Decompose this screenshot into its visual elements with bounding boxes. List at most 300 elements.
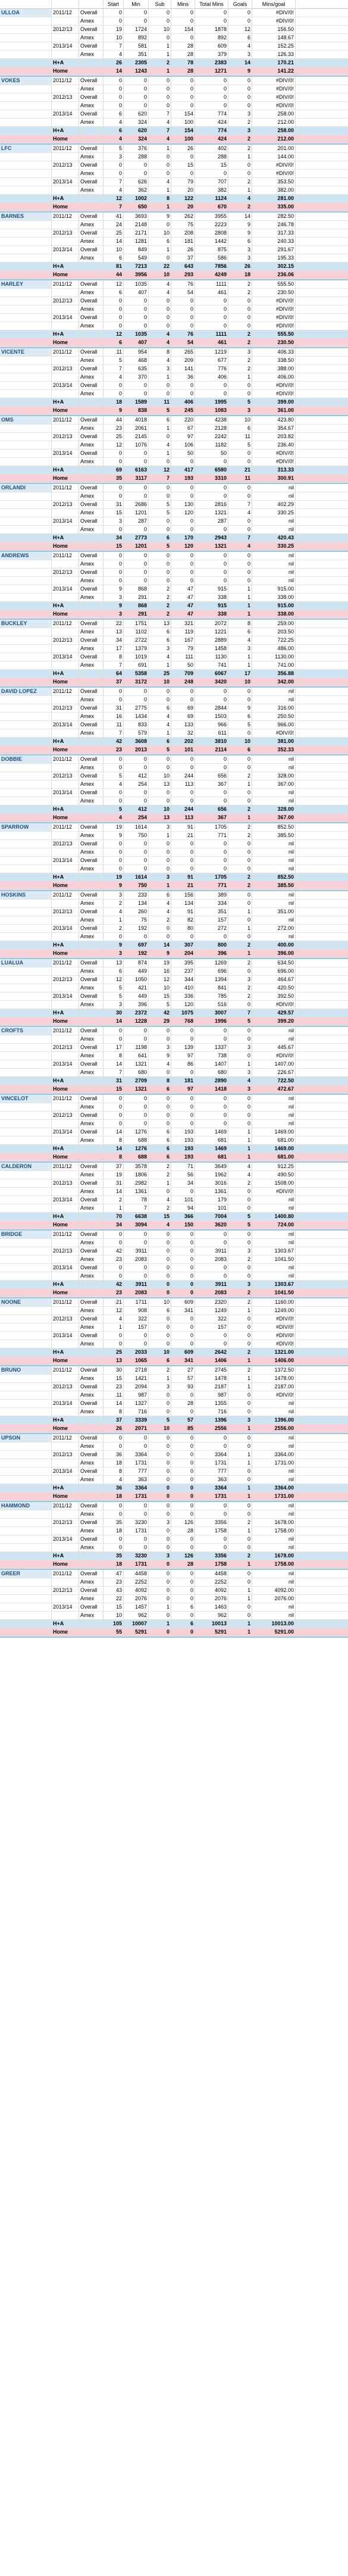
blank-cell [0, 1128, 52, 1136]
start-cell: 44 [104, 416, 124, 424]
sub-cell: 0 [149, 1332, 171, 1339]
table-row [0, 645, 348, 653]
mins-cell: 0 [171, 1578, 195, 1586]
blank-cell [0, 517, 52, 525]
header-mins-per-goal: Mins/goal [252, 0, 296, 8]
sub-cell: 12 [149, 976, 171, 983]
player-block [0, 416, 348, 484]
mins-cell: 78 [171, 59, 195, 67]
sub-cell: 3 [149, 1552, 171, 1560]
min-cell: 581 [124, 42, 149, 50]
table-row [0, 805, 348, 814]
sub-cell: 2 [149, 1171, 171, 1179]
mins-cell: 76 [171, 330, 195, 338]
season-cell [52, 696, 79, 704]
venue-cell [79, 1492, 104, 1500]
mins-cell: 28 [171, 1400, 195, 1407]
start-cell: 64 [104, 670, 124, 677]
venue-cell: Overall [79, 1570, 104, 1578]
blank-cell [0, 1459, 52, 1467]
blank-cell [0, 967, 52, 975]
goals-cell: 0 [228, 967, 252, 975]
total-mins-cell: 774 [195, 110, 228, 118]
total-mins-cell: 0 [195, 1035, 228, 1043]
season-cell: 2013/14 [52, 925, 79, 932]
table-row [0, 289, 348, 297]
mins-cell: 71 [171, 1163, 195, 1170]
goals-cell: 0 [228, 1095, 252, 1103]
goals-cell: 2 [228, 873, 252, 881]
table-row [0, 407, 348, 415]
blank-cell [0, 26, 52, 33]
mins-cell: 0 [171, 1315, 195, 1323]
table-row [0, 857, 348, 865]
mins-cell: 244 [171, 805, 195, 813]
header-goals: Goals [228, 0, 252, 8]
sub-cell: 4 [149, 280, 171, 288]
mins-per-goal-cell: #DIV/0! [252, 1340, 296, 1348]
mins-cell: 154 [171, 110, 195, 118]
blank-cell [0, 670, 52, 677]
start-cell: 5 [104, 772, 124, 780]
total-mins-cell: 0 [195, 526, 228, 533]
venue-cell: Overall [79, 1111, 104, 1119]
start-cell: 0 [104, 755, 124, 763]
season-cell [52, 51, 79, 58]
goals-cell: 0 [228, 764, 252, 772]
table-row [0, 1375, 348, 1383]
min-cell: 0 [124, 102, 149, 110]
mins-per-goal-cell: 399.20 [252, 1017, 296, 1025]
start-cell: 9 [104, 832, 124, 839]
table-row [0, 1136, 348, 1145]
venue-cell: Amex [79, 509, 104, 517]
mins-per-goal-cell: 152.25 [252, 42, 296, 50]
goals-cell: 1 [228, 908, 252, 916]
min-cell: 2148 [124, 221, 149, 229]
total-mins-cell: 800 [195, 941, 228, 949]
sub-cell: 0 [149, 1391, 171, 1399]
blank-cell [0, 110, 52, 118]
season-cell: 2013/14 [52, 449, 79, 457]
blank-cell [0, 501, 52, 508]
goals-cell: 4 [228, 42, 252, 50]
min-cell: 407 [124, 289, 149, 296]
total-mins-cell: 7856 [195, 263, 228, 270]
min-cell: 2145 [124, 433, 149, 441]
start-cell: 37 [104, 1416, 124, 1424]
table-row [0, 449, 348, 458]
total-mins-cell: 3911 [195, 1247, 228, 1255]
blank-cell [0, 1510, 52, 1518]
table-row [0, 1570, 348, 1578]
start-cell: 4 [104, 1315, 124, 1323]
start-cell: 4 [104, 135, 124, 143]
mins-per-goal-cell: 2556.00 [252, 1425, 296, 1432]
mins-cell: 209 [171, 357, 195, 364]
sub-cell: 1 [149, 246, 171, 254]
season-cell: 2011/12 [52, 348, 79, 356]
player-block [0, 348, 348, 416]
blank-cell [0, 305, 52, 313]
season-cell [52, 1035, 79, 1043]
venue-cell: Amex [79, 1510, 104, 1518]
start-cell: 0 [104, 1332, 124, 1339]
total-mins-cell: 741 [195, 661, 228, 669]
mins-per-goal-cell: 1041.50 [252, 1256, 296, 1263]
sub-cell: 0 [149, 840, 171, 848]
season-cell [52, 1612, 79, 1619]
table-row [0, 1476, 348, 1484]
mins-per-goal-cell: 1303.67 [252, 1281, 296, 1288]
sub-cell: 1 [149, 67, 171, 75]
mins-per-goal-cell: 388.00 [252, 365, 296, 373]
venue-cell: Amex [79, 1307, 104, 1314]
table-row [0, 1231, 348, 1239]
season-cell [52, 238, 79, 245]
total-mins-cell: 0 [195, 77, 228, 85]
mins-per-goal-cell: 258.00 [252, 110, 296, 118]
venue-cell [79, 542, 104, 550]
start-cell: 6 [104, 254, 124, 262]
venue-cell [79, 271, 104, 279]
goals-cell: 1 [228, 661, 252, 669]
blank-cell [0, 238, 52, 245]
mins-per-goal-cell: nil [252, 1103, 296, 1111]
start-cell: 6 [104, 967, 124, 975]
venue-cell: Overall [79, 1502, 104, 1510]
start-cell: 1 [104, 1323, 124, 1331]
goals-cell: 1 [228, 585, 252, 593]
min-cell: 449 [124, 967, 149, 975]
start-cell: 23 [104, 1256, 124, 1263]
total-mins-cell: 609 [195, 42, 228, 50]
sub-cell: 0 [149, 1535, 171, 1543]
sub-cell: 6 [149, 1128, 171, 1136]
sub-cell: 0 [149, 1484, 171, 1492]
mins-per-goal-cell: 634.50 [252, 959, 296, 967]
mins-cell: 0 [171, 93, 195, 101]
blank-cell [0, 1416, 52, 1424]
player-name: NOONE [0, 1298, 52, 1306]
min-cell: 0 [124, 1510, 149, 1518]
player-name: BRIDGE [0, 1231, 52, 1238]
start-cell: 0 [104, 297, 124, 305]
venue-cell: Overall [79, 365, 104, 373]
total-mins-cell: 0 [195, 789, 228, 797]
season-cell: H+A [52, 195, 79, 202]
total-mins-cell: 1469 [195, 1145, 228, 1153]
start-cell: 42 [104, 1247, 124, 1255]
goals-cell: 0 [228, 1231, 252, 1238]
total-mins-cell: 1442 [195, 238, 228, 245]
venue-cell [79, 407, 104, 414]
total-mins-cell: 1083 [195, 407, 228, 414]
goals-cell: 1 [228, 1628, 252, 1636]
goals-cell: 3 [228, 1416, 252, 1424]
sub-cell: 3 [149, 823, 171, 831]
mins-per-goal-cell: 302.15 [252, 263, 296, 270]
mins-per-goal-cell: nil [252, 1434, 296, 1442]
blank-cell [0, 1196, 52, 1204]
blank-cell [0, 713, 52, 720]
season-cell: Home [52, 1628, 79, 1636]
venue-cell: Amex [79, 51, 104, 58]
mins-per-goal-cell: nil [252, 1603, 296, 1611]
total-mins-cell: 681 [195, 1136, 228, 1144]
blank-cell [0, 161, 52, 169]
total-mins-cell: 892 [195, 34, 228, 42]
goals-cell: 0 [228, 560, 252, 568]
mins-cell: 154 [171, 127, 195, 135]
season-cell: Home [52, 271, 79, 279]
season-cell [52, 1052, 79, 1060]
start-cell: 47 [104, 1570, 124, 1578]
mins-cell: 76 [171, 280, 195, 288]
goals-cell: 0 [228, 729, 252, 737]
venue-cell: Amex [79, 1136, 104, 1144]
start-cell: 11 [104, 721, 124, 729]
sub-cell: 0 [149, 1408, 171, 1416]
season-cell [52, 526, 79, 533]
mins-per-goal-cell: 1396.00 [252, 1416, 296, 1424]
sub-cell: 0 [149, 382, 171, 389]
season-cell [52, 780, 79, 788]
mins-cell: 0 [171, 170, 195, 177]
mins-cell: 133 [171, 721, 195, 729]
start-cell: 9 [104, 941, 124, 949]
mins-cell: 0 [171, 1120, 195, 1128]
min-cell: 324 [124, 135, 149, 143]
mins-per-goal-cell: 1041.50 [252, 1289, 296, 1297]
mins-cell: 0 [171, 1570, 195, 1578]
total-mins-cell: 1996 [195, 1017, 228, 1025]
total-mins-cell: 1503 [195, 713, 228, 720]
blank-cell [0, 203, 52, 211]
goals-cell: 6 [228, 746, 252, 754]
mins-per-goal-cell: nil [252, 1204, 296, 1212]
blank-cell [0, 1044, 52, 1051]
blank-cell [0, 254, 52, 262]
goals-cell: 1 [228, 1357, 252, 1365]
start-cell: 0 [104, 102, 124, 110]
venue-cell: Overall [79, 552, 104, 560]
mins-cell: 28 [171, 1527, 195, 1535]
start-cell: 0 [104, 857, 124, 864]
venue-cell: Amex [79, 1476, 104, 1484]
start-cell: 18 [104, 1527, 124, 1535]
min-cell: 908 [124, 1307, 149, 1314]
mins-per-goal-cell: 2076.00 [252, 1595, 296, 1603]
mins-cell: 0 [171, 390, 195, 398]
min-cell: 579 [124, 729, 149, 737]
table-row [0, 517, 348, 526]
sub-cell: 0 [149, 577, 171, 585]
season-cell: 2011/12 [52, 1231, 79, 1238]
table-row [0, 1035, 348, 1044]
min-cell: 1327 [124, 1400, 149, 1407]
table-row [0, 246, 348, 254]
table-row [0, 1459, 348, 1467]
table-row [0, 1451, 348, 1459]
blank-cell [0, 925, 52, 932]
venue-cell: Amex [79, 153, 104, 161]
start-cell: 3 [104, 891, 124, 899]
mins-cell: 181 [171, 238, 195, 245]
season-cell [52, 153, 79, 161]
total-mins-cell: 2943 [195, 534, 228, 542]
goals-cell: 9 [228, 67, 252, 75]
venue-cell: Amex [79, 764, 104, 772]
mins-per-goal-cell: 367.00 [252, 814, 296, 822]
sub-cell: 1 [149, 1620, 171, 1628]
start-cell: 0 [104, 161, 124, 169]
goals-cell: 9 [228, 221, 252, 229]
season-cell [52, 1510, 79, 1518]
table-row [0, 1340, 348, 1348]
mins-per-goal-cell: 1731.00 [252, 1492, 296, 1500]
venue-cell [79, 1348, 104, 1356]
goals-cell: 1 [228, 1128, 252, 1136]
blank-cell [0, 373, 52, 381]
goals-cell: 4 [228, 509, 252, 517]
total-mins-cell: 0 [195, 1434, 228, 1442]
venue-cell: Amex [79, 1171, 104, 1179]
venue-cell: Amex [79, 832, 104, 839]
table-row [0, 678, 348, 686]
min-cell: 0 [124, 492, 149, 500]
player-block [0, 213, 348, 280]
goals-cell: 3 [228, 110, 252, 118]
min-cell: 0 [124, 314, 149, 321]
venue-cell [79, 59, 104, 67]
sub-cell: 2 [149, 585, 171, 593]
start-cell: 35 [104, 1519, 124, 1526]
season-cell: 2013/14 [52, 1535, 79, 1543]
venue-cell: Overall [79, 77, 104, 85]
sub-cell: 2 [149, 1163, 171, 1170]
sub-cell: 4 [149, 908, 171, 916]
sub-cell: 0 [149, 1281, 171, 1288]
mins-per-goal-cell: nil [252, 1570, 296, 1578]
mins-per-goal-cell: 367.00 [252, 780, 296, 788]
min-cell: 1379 [124, 645, 149, 652]
min-cell: 2305 [124, 59, 149, 67]
mins-per-goal-cell: nil [252, 1408, 296, 1416]
table-row [0, 1492, 348, 1501]
venue-cell: Amex [79, 1103, 104, 1111]
min-cell: 0 [124, 9, 149, 17]
mins-per-goal-cell: #DIV/0! [252, 297, 296, 305]
goals-cell: 12 [228, 26, 252, 33]
season-cell: 2012/13 [52, 26, 79, 33]
table-row [0, 959, 348, 967]
season-cell: 2011/12 [52, 1502, 79, 1510]
season-cell [52, 1340, 79, 1348]
min-cell: 1614 [124, 823, 149, 831]
mins-cell: 366 [171, 1213, 195, 1220]
min-cell: 0 [124, 170, 149, 177]
total-mins-cell: 0 [195, 1239, 228, 1247]
mins-per-goal-cell: nil [252, 1095, 296, 1103]
sub-cell: 0 [149, 1628, 171, 1636]
sub-cell: 11 [149, 398, 171, 406]
min-cell: 1243 [124, 67, 149, 75]
start-cell: 11 [104, 1391, 124, 1399]
sub-cell: 10 [149, 26, 171, 33]
min-cell: 1102 [124, 628, 149, 636]
min-cell: 0 [124, 857, 149, 864]
sub-cell: 1 [149, 186, 171, 194]
venue-cell [79, 602, 104, 610]
min-cell: 7213 [124, 263, 149, 270]
blank-cell [0, 59, 52, 67]
venue-cell: Amex [79, 1188, 104, 1195]
season-cell: Home [52, 67, 79, 75]
mins-cell: 100 [171, 118, 195, 126]
total-mins-cell: 656 [195, 805, 228, 813]
table-row [0, 1069, 348, 1077]
sub-cell: 4 [149, 1196, 171, 1204]
table-row [0, 161, 348, 170]
blank-cell [0, 1307, 52, 1314]
goals-cell: 3 [228, 1281, 252, 1288]
min-cell: 0 [124, 322, 149, 330]
min-cell: 0 [124, 1095, 149, 1103]
season-cell: 2011/12 [52, 959, 79, 967]
goals-cell: 3 [228, 645, 252, 652]
venue-cell: Amex [79, 780, 104, 788]
min-cell: 0 [124, 526, 149, 533]
start-cell: 0 [104, 933, 124, 941]
venue-cell: Amex [79, 984, 104, 992]
min-cell: 6163 [124, 466, 149, 474]
min-cell: 691 [124, 661, 149, 669]
min-cell: 412 [124, 805, 149, 813]
player-block [0, 755, 348, 823]
goals-cell: 1 [228, 1425, 252, 1432]
table-row [0, 1052, 348, 1060]
blank-cell [0, 289, 52, 296]
total-mins-cell: 716 [195, 1408, 228, 1416]
mins-cell: 0 [171, 517, 195, 525]
season-cell: 2013/14 [52, 1264, 79, 1272]
season-cell: 2011/12 [52, 620, 79, 627]
min-cell: 0 [124, 390, 149, 398]
blank-cell [0, 746, 52, 754]
goals-cell: 0 [228, 1391, 252, 1399]
blank-cell [0, 1272, 52, 1280]
mins-per-goal-cell: 722.25 [252, 636, 296, 644]
venue-cell [79, 1357, 104, 1365]
mins-cell: 54 [171, 289, 195, 296]
min-cell: 3911 [124, 1281, 149, 1288]
sub-cell: 0 [149, 517, 171, 525]
total-mins-cell: 0 [195, 577, 228, 585]
goals-cell: 5 [228, 1221, 252, 1229]
player-block [0, 1231, 348, 1298]
goals-cell: 2 [228, 330, 252, 338]
mins-cell: 57 [171, 1416, 195, 1424]
start-cell: 6 [104, 289, 124, 296]
mins-cell: 0 [171, 1467, 195, 1475]
min-cell: 626 [124, 178, 149, 186]
mins-cell: 79 [171, 178, 195, 186]
table-row [0, 900, 348, 908]
start-cell: 55 [104, 1628, 124, 1636]
player-name: SPARROW [0, 823, 52, 831]
goals-cell: 0 [228, 1027, 252, 1035]
